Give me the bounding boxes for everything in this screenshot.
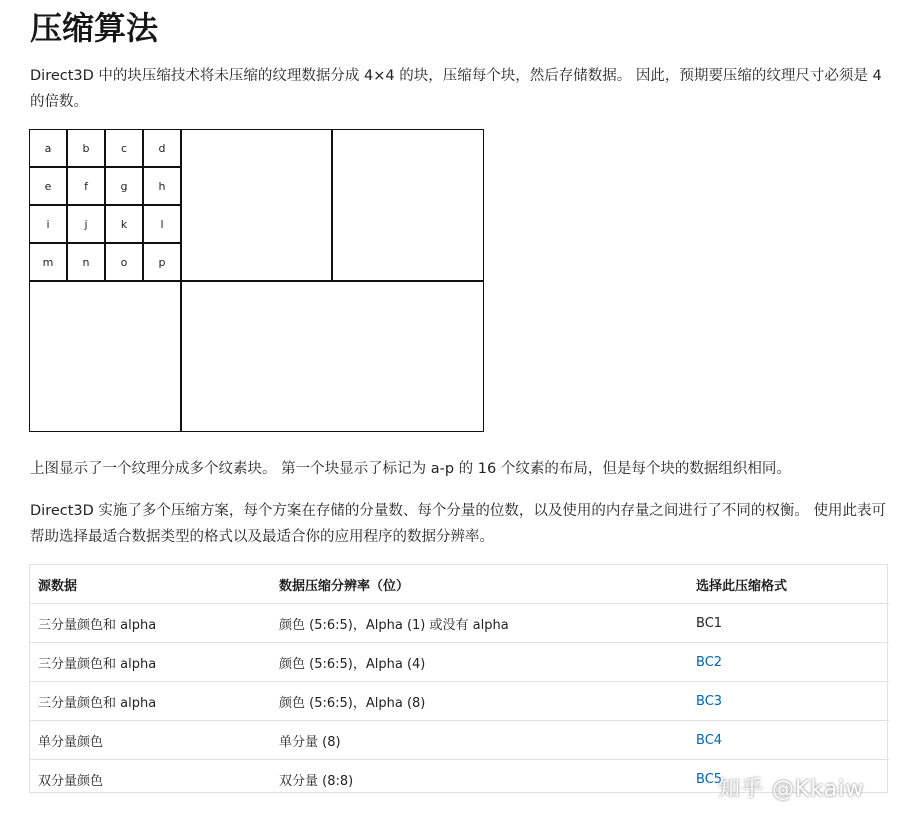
header-source: 源数据 [30, 565, 271, 604]
cell-resolution: 单分量 (8) [271, 721, 688, 760]
texel-m: m [29, 243, 67, 281]
figure-caption: 上图显示了一个纹理分成多个纹素块。 第一个块显示了标记为 a-p 的 16 个纹素的布局，但是每个块的数据组织相同。 [30, 461, 791, 477]
bc2-link[interactable]: BC2 [696, 654, 723, 670]
watermark: 知乎 @Kkaiw [718, 777, 865, 802]
table-row [30, 604, 889, 643]
texel-n: n [67, 243, 105, 281]
texel-a: a [29, 129, 67, 167]
texel-o: o [105, 243, 143, 281]
format-table [29, 564, 888, 793]
bc4-link[interactable]: BC4 [696, 732, 723, 748]
texel-g: g [105, 167, 143, 205]
texel-e: e [29, 167, 67, 205]
bc3-link[interactable]: BC3 [696, 693, 723, 709]
block-4 [29, 280, 182, 432]
texel-i: i [29, 205, 67, 243]
block-3 [331, 129, 484, 282]
table-row [30, 721, 889, 760]
intro-paragraph: Direct3D 中的块压缩技术将未压缩的纹理数据分成 4×4 的块，压缩每个块，然后存储数据。 因此，预期要压缩的纹理尺寸必须是 4 的倍数。 [30, 68, 882, 110]
block-5 [180, 280, 484, 432]
texel-b: b [67, 129, 105, 167]
texel-block-figure [29, 129, 484, 432]
cell-source: 三分量颜色和 alpha [30, 682, 271, 721]
texel-c: c [105, 129, 143, 167]
page-title: 压缩算法 [30, 9, 159, 47]
description-paragraph: Direct3D 实施了多个压缩方案，每个方案在存储的分量数、每个分量的位数，以及使用的内存量之间进行了不同的权衡。 使用此表可帮助选择最适合数据类型的格式以及最适合你的应用程序的数据分辨率。 [30, 503, 887, 545]
texel-p: p [143, 243, 181, 281]
header-resolution: 数据压缩分辨率（位） [271, 565, 688, 604]
texel-d: d [143, 129, 181, 167]
table-header-row [30, 565, 889, 604]
block-2 [180, 129, 333, 282]
table-row [30, 682, 889, 721]
cell-source: 双分量颜色 [38, 773, 104, 789]
cell-source: 单分量颜色 [30, 721, 271, 760]
table-row [30, 643, 889, 682]
texel-h: h [143, 167, 181, 205]
header-format: 选择此压缩格式 [688, 565, 889, 604]
cell-source: 三分量颜色和 alpha [30, 604, 271, 643]
bc5-link[interactable]: BC5 [696, 771, 723, 787]
cell-resolution: 颜色 (5:6:5)，Alpha (4) [271, 643, 688, 682]
cell-resolution: 颜色 (5:6:5)，Alpha (8) [271, 682, 688, 721]
texel-l: l [143, 205, 181, 243]
texel-f: f [67, 167, 105, 205]
cell-format: BC1 [688, 604, 889, 643]
cell-resolution: 颜色 (5:6:5)，Alpha (1) 或没有 alpha [271, 604, 688, 643]
cell-source: 三分量颜色和 alpha [30, 643, 271, 682]
cell-resolution: 双分量 (8:8) [279, 773, 354, 789]
texel-j: j [67, 205, 105, 243]
texel-k: k [105, 205, 143, 243]
